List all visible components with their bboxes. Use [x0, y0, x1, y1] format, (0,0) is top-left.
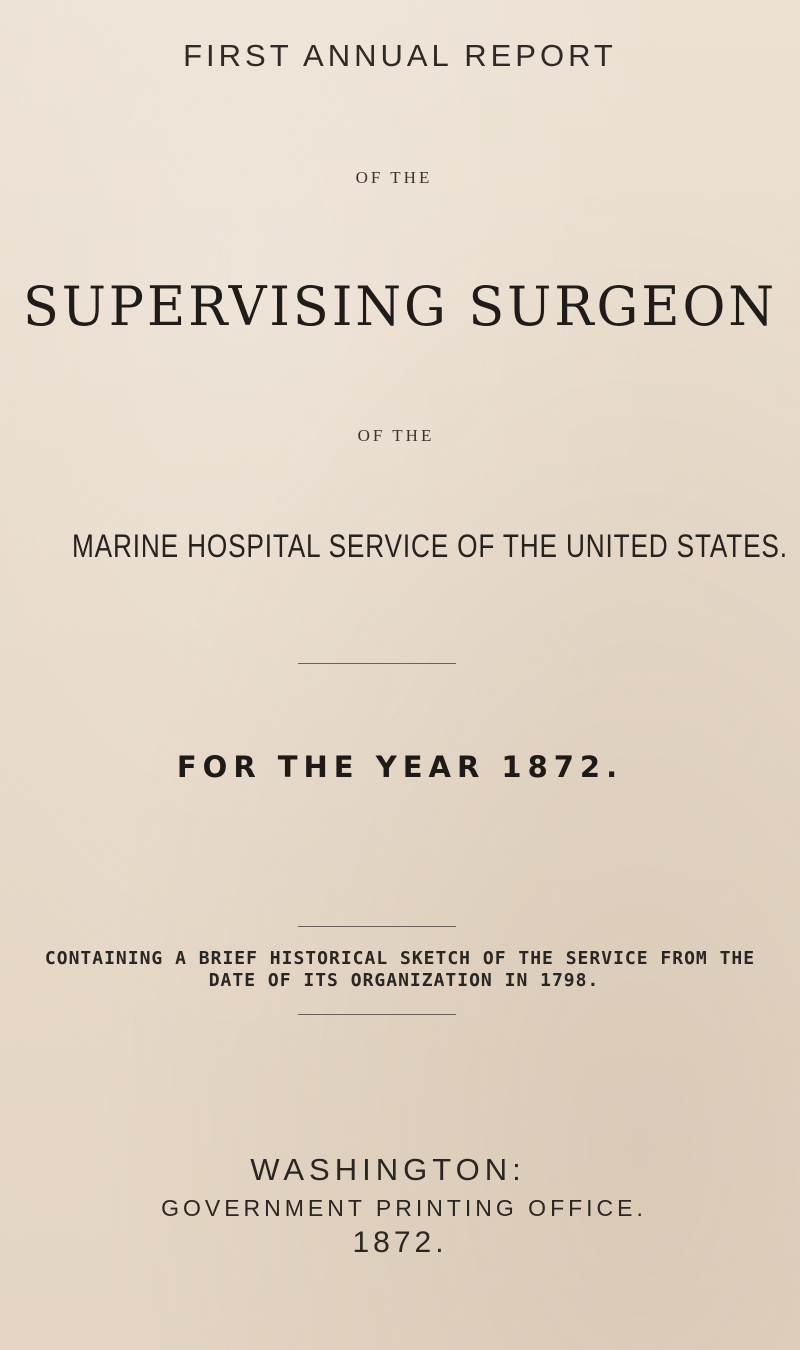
divider-rule-2 — [298, 926, 456, 927]
subtitle-line-2: DATE OF ITS ORGANIZATION IN 1798. — [208, 970, 600, 991]
divider-rule-3 — [298, 1014, 456, 1015]
imprint-year: 1872. — [352, 1226, 448, 1259]
imprint-printer: GOVERNMENT PRINTING OFFICE. — [161, 1195, 647, 1221]
subtitle-line-1: CONTAINING A BRIEF HISTORICAL SKETCH OF THE SERVICE FROM THE — [44, 948, 756, 969]
connector-of-the-2: OF THE — [357, 426, 435, 445]
report-title: FIRST ANNUAL REPORT — [183, 38, 617, 73]
imprint-place: WASHINGTON: — [250, 1152, 526, 1187]
service-name: MARINE HOSPITAL SERVICE OF THE UNITED STATES. — [72, 528, 788, 564]
connector-of-the-1: OF THE — [355, 168, 433, 187]
year-heading: FOR THE YEAR 1872. — [176, 750, 624, 784]
divider-rule-1 — [298, 663, 456, 664]
main-title: SUPERVISING SURGEON — [22, 275, 778, 338]
